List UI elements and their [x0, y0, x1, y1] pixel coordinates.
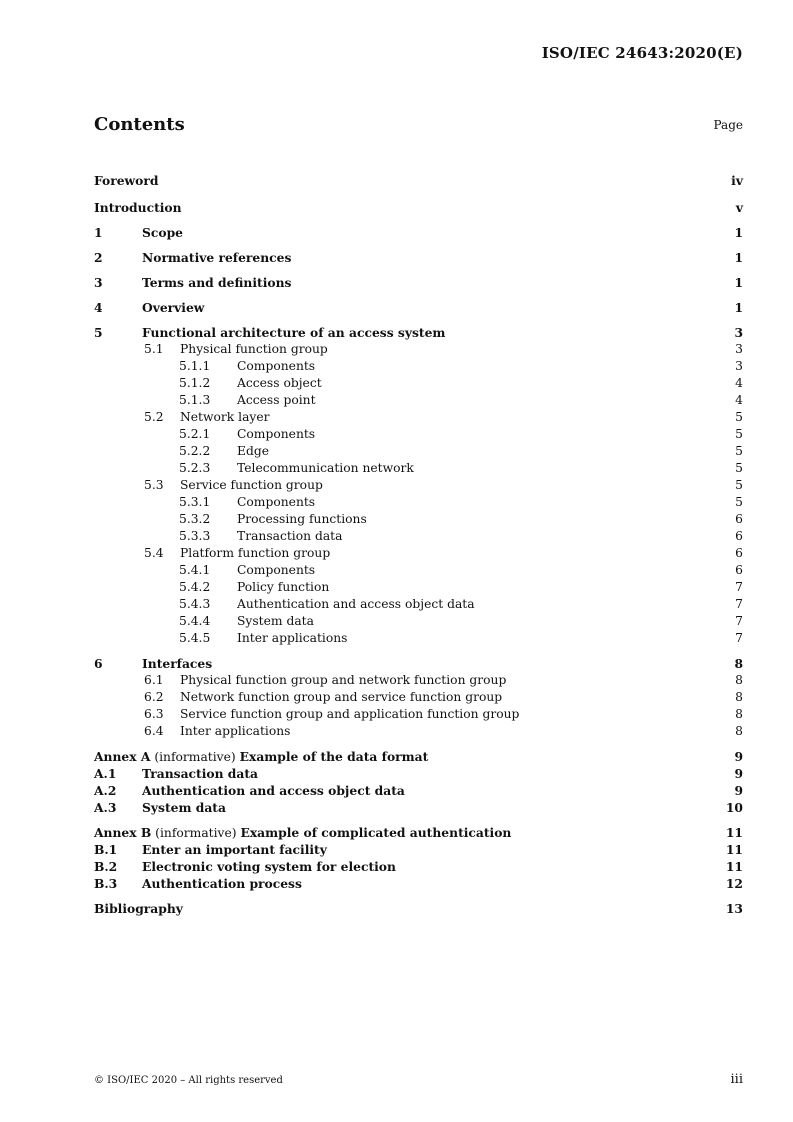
- toc-entry-page: 11: [725, 825, 743, 840]
- toc-entry-number: 6: [94, 656, 103, 671]
- toc-entry-title: Normative references: [142, 250, 292, 265]
- toc-entry-page: 9: [734, 783, 743, 798]
- toc-entry-number: A.3: [94, 800, 117, 815]
- toc-entry[interactable]: [94, 199, 743, 216]
- toc-entry-number: 5.3.3: [179, 529, 211, 543]
- toc-entry-page: 5: [735, 478, 743, 492]
- toc-entry-number: 3: [94, 275, 103, 290]
- toc-entry-title: Components: [237, 427, 316, 441]
- toc-entry-number: B.1: [94, 842, 118, 857]
- toc-entry-title: Bibliography: [94, 901, 183, 916]
- toc-entry-page: 1: [734, 250, 743, 265]
- toc-entry-number: 5.2.1: [179, 427, 211, 441]
- toc-entry-title: Transaction data: [237, 529, 343, 543]
- toc-entry-title: Edge: [237, 444, 269, 458]
- toc-entry-title: Authentication process: [142, 876, 302, 891]
- toc-entry-number: 6.2: [144, 690, 164, 704]
- toc-entry[interactable]: [94, 274, 743, 291]
- toc-entry-title: Policy function: [237, 580, 330, 594]
- toc-entry-title: [94, 748, 428, 766]
- toc-entry[interactable]: [94, 579, 743, 596]
- toc-entry-title: Scope: [142, 225, 183, 240]
- toc-entry-number: 5.3.2: [179, 512, 211, 526]
- toc-entry-title: Physical function group and network function group: [180, 673, 507, 687]
- toc-entry-title: Transaction data: [142, 766, 259, 781]
- page-column-label: Page: [713, 118, 743, 132]
- toc-entry[interactable]: [94, 511, 743, 528]
- toc-entry-page: 3: [735, 342, 743, 356]
- toc-entry-number: 5.4.5: [179, 631, 211, 645]
- toc-entry[interactable]: [94, 375, 743, 392]
- toc-entry-page: 1: [734, 275, 743, 290]
- copyright-notice: © ISO/IEC 2020 – All rights reserved: [94, 1075, 283, 1086]
- toc-entry-page: 8: [735, 724, 743, 738]
- toc-entry[interactable]: [94, 392, 743, 409]
- toc-entry-page: 11: [725, 859, 743, 874]
- annex-type: (informative): [151, 826, 241, 840]
- toc-entry-title: Platform function group: [180, 546, 331, 560]
- toc-entry-title: Service function group and application function group: [180, 707, 520, 721]
- toc-entry-page: 5: [735, 461, 743, 475]
- toc-entry-title: Components: [237, 495, 316, 509]
- toc-entry-number: 5.1.2: [179, 376, 211, 390]
- toc-entry-number: 5.1: [144, 342, 164, 356]
- toc-entry-title: Components: [237, 563, 316, 577]
- toc-entry-number: B.3: [94, 876, 118, 891]
- toc-entry-title: System data: [237, 614, 314, 628]
- toc-entry-page: 6: [735, 512, 743, 526]
- document-id: ISO/IEC 24643:2020(E): [541, 44, 743, 62]
- page-number: iii: [730, 1072, 743, 1087]
- page-title: Contents: [94, 114, 185, 135]
- toc-entry-number: 5.3: [144, 478, 164, 492]
- toc-entry-number: A.1: [94, 766, 117, 781]
- toc-entry-title: Inter applications: [180, 724, 291, 738]
- toc-entry[interactable]: [94, 443, 743, 460]
- toc-entry-page: 12: [725, 876, 743, 891]
- toc-entry-title: Foreword: [94, 173, 159, 188]
- toc-entry[interactable]: [94, 528, 743, 545]
- toc-entry-page: 7: [735, 614, 743, 628]
- toc-entry-number: 5.4: [144, 546, 164, 560]
- toc-entry-title: Interfaces: [142, 656, 213, 671]
- toc-entry-title: Inter applications: [237, 631, 348, 645]
- toc-entry-number: 6.3: [144, 707, 164, 721]
- toc-entry[interactable]: [94, 358, 743, 375]
- toc-entry-page: 8: [735, 673, 743, 687]
- toc-entry-page: 5: [735, 444, 743, 458]
- toc-entry-number: 6.4: [144, 724, 164, 738]
- toc-entry-number: 5.1.3: [179, 393, 211, 407]
- toc-entry-title: Overview: [142, 300, 205, 315]
- toc-entry-title: Functional architecture of an access system: [142, 325, 446, 340]
- toc-entry-number: 5: [94, 325, 103, 340]
- toc-entry-title: Introduction: [94, 200, 182, 215]
- toc-entry-number: A.2: [94, 783, 117, 798]
- toc-entry-number: 4: [94, 300, 103, 315]
- toc-entry-title: System data: [142, 800, 226, 815]
- toc-entry-title: Authentication and access object data: [142, 783, 405, 798]
- toc-entry-page: 11: [725, 842, 743, 857]
- toc-entry[interactable]: [94, 706, 743, 723]
- toc-entry-number: 5.4.3: [179, 597, 211, 611]
- toc-entry-title: Telecommunication network: [237, 461, 414, 475]
- toc-entry[interactable]: [94, 460, 743, 477]
- toc-entry-page: 3: [734, 325, 743, 340]
- toc-entry-title: Components: [237, 359, 316, 373]
- toc-entry-number: 5.1.1: [179, 359, 211, 373]
- toc-entry[interactable]: [94, 748, 743, 765]
- toc-entry-title: Network layer: [180, 410, 270, 424]
- toc-entry[interactable]: [94, 299, 743, 316]
- toc-entry-number: 5.4.2: [179, 580, 211, 594]
- toc-entry[interactable]: [94, 799, 743, 816]
- toc-entry[interactable]: [94, 655, 743, 672]
- toc-entry-page: 5: [735, 495, 743, 509]
- toc-entry[interactable]: [94, 900, 743, 917]
- toc-entry[interactable]: [94, 341, 743, 358]
- toc-entry-number: 5.4.1: [179, 563, 211, 577]
- toc-entry-title: Authentication and access object data: [237, 597, 475, 611]
- annex-title: Example of the data format: [239, 749, 429, 764]
- toc-entry[interactable]: [94, 613, 743, 630]
- toc-entry-page: 8: [734, 656, 743, 671]
- toc-entry[interactable]: [94, 426, 743, 443]
- toc-entry-page: 9: [734, 766, 743, 781]
- toc-entry[interactable]: [94, 249, 743, 266]
- toc-entry-page: 8: [735, 707, 743, 721]
- toc-entry-title: [94, 824, 511, 842]
- toc-entry-page: 3: [735, 359, 743, 373]
- toc-entry-page: 7: [735, 597, 743, 611]
- annex-label: Annex A: [94, 749, 151, 764]
- toc-entry-page: 8: [735, 690, 743, 704]
- toc-entry-title: Access point: [237, 393, 316, 407]
- toc-entry-number: 5.2.2: [179, 444, 211, 458]
- toc-entry[interactable]: [94, 689, 743, 706]
- table-of-contents: [94, 172, 743, 917]
- toc-entry-number: 5.2: [144, 410, 164, 424]
- toc-entry[interactable]: [94, 596, 743, 613]
- toc-entry-page: 5: [735, 427, 743, 441]
- toc-entry-page: 4: [735, 376, 743, 390]
- toc-entry-page: 10: [725, 800, 743, 815]
- toc-entry-page: iv: [731, 173, 743, 188]
- toc-entry-title: Service function group: [180, 478, 323, 492]
- toc-entry[interactable]: [94, 672, 743, 689]
- toc-entry-number: 5.2.3: [179, 461, 211, 475]
- toc-entry[interactable]: [94, 858, 743, 875]
- toc-entry-title: Network function group and service function group: [180, 690, 503, 704]
- toc-entry-page: 1: [734, 300, 743, 315]
- toc-entry[interactable]: [94, 782, 743, 799]
- toc-entry[interactable]: [94, 494, 743, 511]
- toc-entry[interactable]: [94, 172, 743, 189]
- toc-entry[interactable]: [94, 409, 743, 426]
- toc-entry[interactable]: [94, 765, 743, 782]
- annex-type: (informative): [150, 750, 240, 764]
- toc-entry-title: Access object: [237, 376, 322, 390]
- annex-title: Example of complicated authentication: [240, 825, 512, 840]
- toc-entry-number: 5.3.1: [179, 495, 211, 509]
- toc-entry-number: B.2: [94, 859, 118, 874]
- toc-entry[interactable]: [94, 477, 743, 494]
- toc-entry-page: v: [735, 200, 743, 215]
- toc-entry-page: 13: [725, 901, 743, 916]
- toc-entry-page: 1: [734, 225, 743, 240]
- toc-entry[interactable]: [94, 562, 743, 579]
- toc-entry-page: 6: [735, 563, 743, 577]
- toc-entry-page: 6: [735, 529, 743, 543]
- toc-entry[interactable]: [94, 824, 743, 841]
- toc-entry[interactable]: [94, 723, 743, 740]
- toc-entry-number: 5.4.4: [179, 614, 211, 628]
- toc-entry[interactable]: [94, 224, 743, 241]
- toc-entry-title: Processing functions: [237, 512, 367, 526]
- toc-entry[interactable]: [94, 875, 743, 892]
- toc-entry-title: Enter an important facility: [142, 842, 327, 857]
- annex-label: Annex B: [94, 825, 152, 840]
- toc-entry-number: 6.1: [144, 673, 164, 687]
- toc-entry-title: Electronic voting system for election: [142, 859, 396, 874]
- toc-entry-page: 6: [735, 546, 743, 560]
- toc-entry-page: 7: [735, 631, 743, 645]
- toc-entry-title: Terms and definitions: [142, 275, 292, 290]
- toc-entry[interactable]: [94, 324, 743, 341]
- toc-entry-number: 1: [94, 225, 103, 240]
- toc-entry-page: 5: [735, 410, 743, 424]
- toc-entry[interactable]: [94, 841, 743, 858]
- toc-entry-page: 4: [735, 393, 743, 407]
- toc-entry[interactable]: [94, 545, 743, 562]
- toc-entry[interactable]: [94, 630, 743, 647]
- toc-entry-number: 2: [94, 250, 103, 265]
- toc-entry-page: 9: [734, 749, 743, 764]
- toc-entry-title: Physical function group: [180, 342, 328, 356]
- toc-entry-page: 7: [735, 580, 743, 594]
